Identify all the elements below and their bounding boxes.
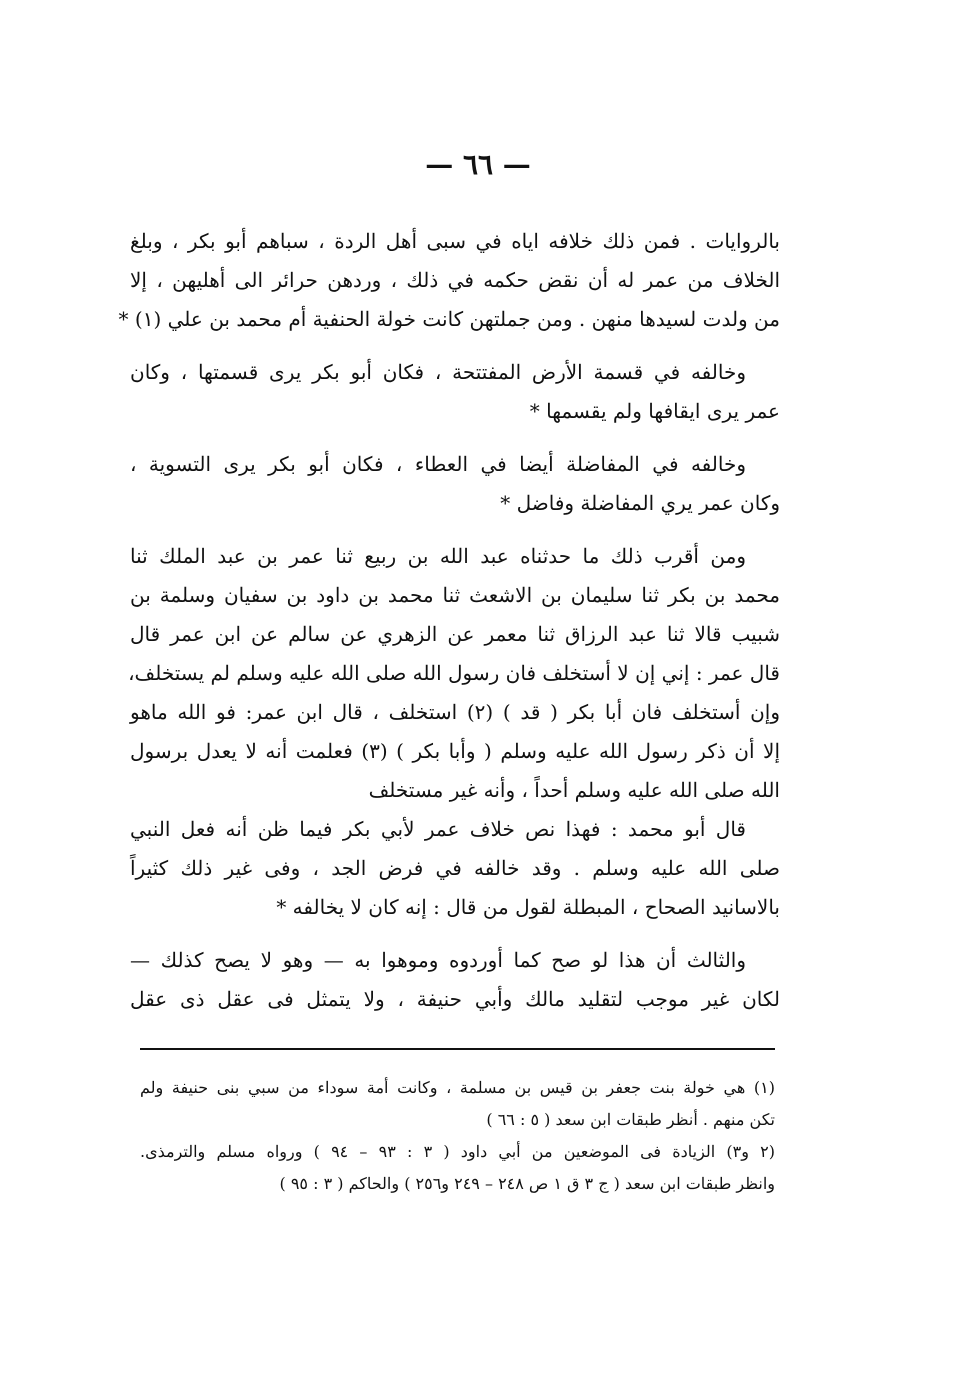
paragraph-2: [130, 353, 780, 431]
text-line: ومن أقرب ذلك ما حدثناه عبد الله بن ربيع ثنا عمر بن عبد الملك ثنا: [130, 544, 746, 568]
footnote-line: (١) هي خولة بنت جعفر بن قيس بن مسلمة ، وكانت أمة سوداء من سبي بنى حنيفة ولم: [140, 1078, 775, 1097]
footnote-line: تكن منهم . أنظر طبقات ابن سعد ( ٥ : ٦٦ ): [486, 1110, 775, 1129]
text-line: إلا أن ذكر رسول الله عليه وسلم ( وأبا بكر ) (٣) فعلمت أنه لا يعدل برسول: [130, 739, 780, 763]
text-line: والثالث أن هذا لو صح كما أوردوه وموهوا به — وهو لا يصح كذلك —: [130, 948, 746, 972]
text-line: الخلاف من عمر له أن نقض حكمه في ذلك ، وردهن حرائر الى أهليهن ، إلا: [130, 268, 780, 292]
text-line: بالاسانيد الصحاح ، المبطلة لقول من قال : إنه كان لا يخالفه *: [276, 895, 780, 919]
text-line: وخالفه في قسمة الأرض المفتتحة ، فكان أبو بكر يرى قسمتها ، وكان: [130, 360, 746, 384]
text-line: بالروايات . فمن ذلك خلافه اياه في سبى أهل الردة ، سباهم أبو بكر ، وبلغ: [130, 229, 780, 253]
paragraph-6: [130, 941, 780, 1019]
text-line: صلى الله عليه وسلم . وقد خالفه في فرض الجد ، وفى غير ذلك كثيراً: [130, 856, 780, 880]
text-line: الله صلى الله عليه وسلم أحداً ، وأنه غير مستخلف: [368, 778, 780, 802]
paragraph-4: [130, 537, 780, 810]
paragraph-1: [118, 222, 780, 339]
paragraph-3: [130, 445, 780, 523]
text-line: من ولدت لسيدها منهن . ومن جملتهن كانت خولة الحنفية أم محمد بن علي (١) *: [118, 307, 780, 331]
text-line: وإن أستخلف فان أبا بكر ( قد ) (٢) استخلف ، قال ابن عمر: فو الله ماهو: [130, 700, 780, 724]
text-line: وكان عمر يري المفاضلة وفاضل *: [500, 491, 780, 515]
text-line: لكان غير موجب لتقليد مالك وأبي حنيفة ، ولا يتمثل فى عقل ذى عقل: [130, 987, 780, 1011]
paragraph-5: [130, 810, 780, 927]
footnote-divider: [140, 1048, 775, 1050]
footnote-line: (٢ و٣) الزيادة فى الموضعين من أبي داود ( ٣ : ٩٣ – ٩٤ ) ورواه مسلم والترمذى.: [140, 1142, 776, 1161]
text-line: محمد بن بكر ثنا سليمان بن الاشعث ثنا محمد بن داود بن سفيان وسلمة بن: [130, 583, 780, 607]
text-line: وخالفه في المفاضلة أيضا في العطاء ، فكان أبو بكر يرى التسوية ،: [130, 452, 746, 476]
page-number: — ٦٦ —: [425, 148, 531, 181]
text-line: عمر يرى ايقافها ولم يقسمها *: [529, 399, 780, 423]
text-line: قال أبو محمد : فهذا نص خلاف عمر لأبي بكر فيما ظن أنه فعل النبي: [130, 817, 746, 841]
footnote-line: وانظر طبقات ابن سعد ( ج ٣ ق ١ ص ٢٤٨ – ٢٤٩ و٢٥٦ ) والحاكم ( ٣ : ٩٥ ): [279, 1174, 775, 1193]
text-line: قال عمر : إني إن لا أستخلف فان رسول الله صلى الله عليه وسلم لم يستخلف،: [128, 661, 780, 685]
text-line: شبيب قالا ثنا عبد الرزاق ثنا معمر عن الزهري عن سالم عن ابن عمر قال: [130, 622, 780, 646]
footnotes: [140, 1072, 775, 1200]
main-text: [118, 222, 780, 1019]
